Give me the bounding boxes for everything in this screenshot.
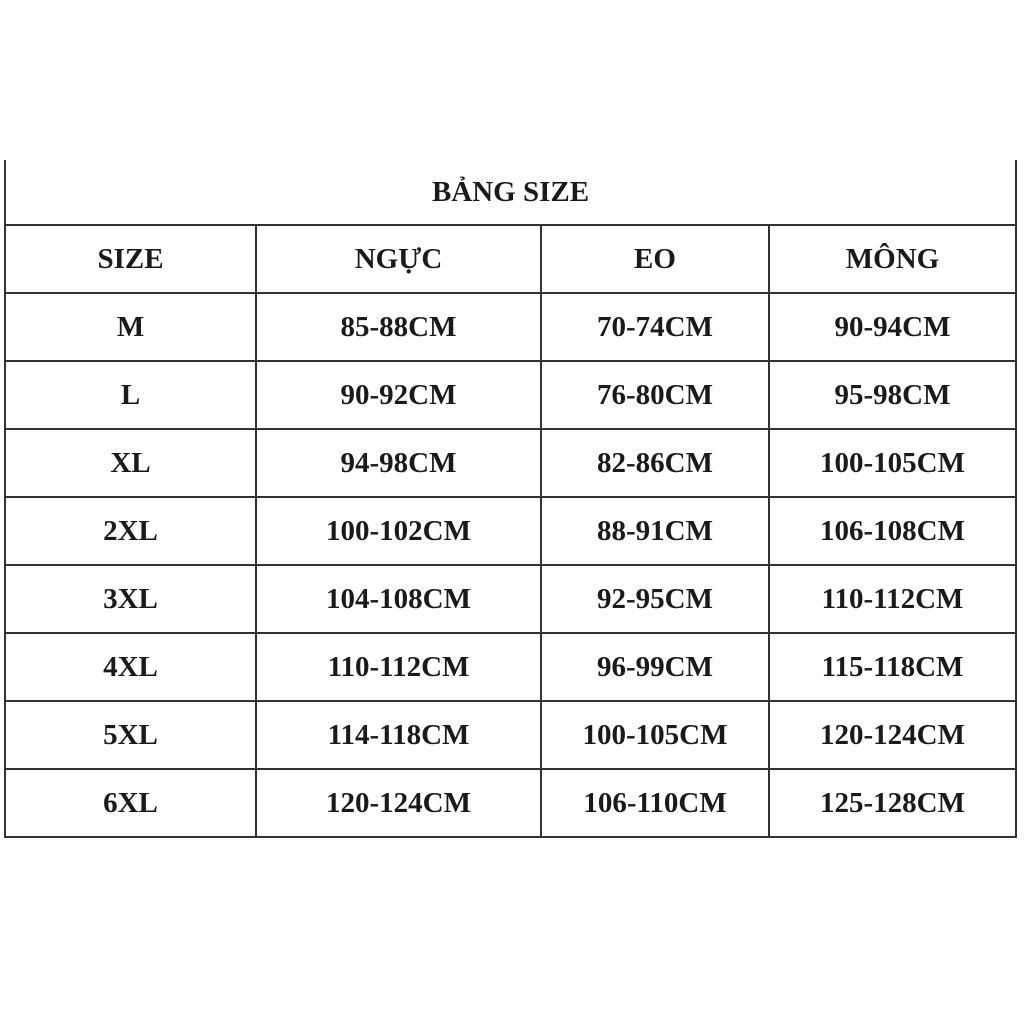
table-row bbox=[5, 565, 1016, 633]
size-chart-table bbox=[4, 160, 1017, 838]
table-row bbox=[5, 633, 1016, 701]
hip-cell: 125-128CM bbox=[769, 769, 1016, 837]
waist-cell: 96-99CM bbox=[541, 633, 769, 701]
size-cell: XL bbox=[5, 429, 256, 497]
table-header-row bbox=[5, 225, 1016, 293]
hip-cell: 90-94CM bbox=[769, 293, 1016, 361]
header-size: SIZE bbox=[5, 225, 256, 293]
size-cell: 6XL bbox=[5, 769, 256, 837]
size-cell: 2XL bbox=[5, 497, 256, 565]
size-cell: 4XL bbox=[5, 633, 256, 701]
header-chest: NGỰC bbox=[256, 225, 541, 293]
chest-cell: 120-124CM bbox=[256, 769, 541, 837]
table-row bbox=[5, 361, 1016, 429]
hip-cell: 115-118CM bbox=[769, 633, 1016, 701]
hip-cell: 106-108CM bbox=[769, 497, 1016, 565]
waist-cell: 82-86CM bbox=[541, 429, 769, 497]
header-waist: EO bbox=[541, 225, 769, 293]
chest-cell: 114-118CM bbox=[256, 701, 541, 769]
table-row bbox=[5, 701, 1016, 769]
waist-cell: 106-110CM bbox=[541, 769, 769, 837]
hip-cell: 95-98CM bbox=[769, 361, 1016, 429]
waist-cell: 100-105CM bbox=[541, 701, 769, 769]
waist-cell: 88-91CM bbox=[541, 497, 769, 565]
table-row bbox=[5, 769, 1016, 837]
header-hip: MÔNG bbox=[769, 225, 1016, 293]
table-row bbox=[5, 429, 1016, 497]
chest-cell: 85-88CM bbox=[256, 293, 541, 361]
waist-cell: 92-95CM bbox=[541, 565, 769, 633]
chest-cell: 100-102CM bbox=[256, 497, 541, 565]
table-title: BẢNG SIZE bbox=[5, 160, 1016, 225]
hip-cell: 110-112CM bbox=[769, 565, 1016, 633]
chest-cell: 94-98CM bbox=[256, 429, 541, 497]
table-title-row bbox=[5, 160, 1016, 225]
table-row bbox=[5, 293, 1016, 361]
size-cell: 3XL bbox=[5, 565, 256, 633]
hip-cell: 120-124CM bbox=[769, 701, 1016, 769]
size-cell: L bbox=[5, 361, 256, 429]
table-row bbox=[5, 497, 1016, 565]
waist-cell: 70-74CM bbox=[541, 293, 769, 361]
chest-cell: 110-112CM bbox=[256, 633, 541, 701]
hip-cell: 100-105CM bbox=[769, 429, 1016, 497]
chest-cell: 90-92CM bbox=[256, 361, 541, 429]
size-cell: M bbox=[5, 293, 256, 361]
size-cell: 5XL bbox=[5, 701, 256, 769]
waist-cell: 76-80CM bbox=[541, 361, 769, 429]
chest-cell: 104-108CM bbox=[256, 565, 541, 633]
